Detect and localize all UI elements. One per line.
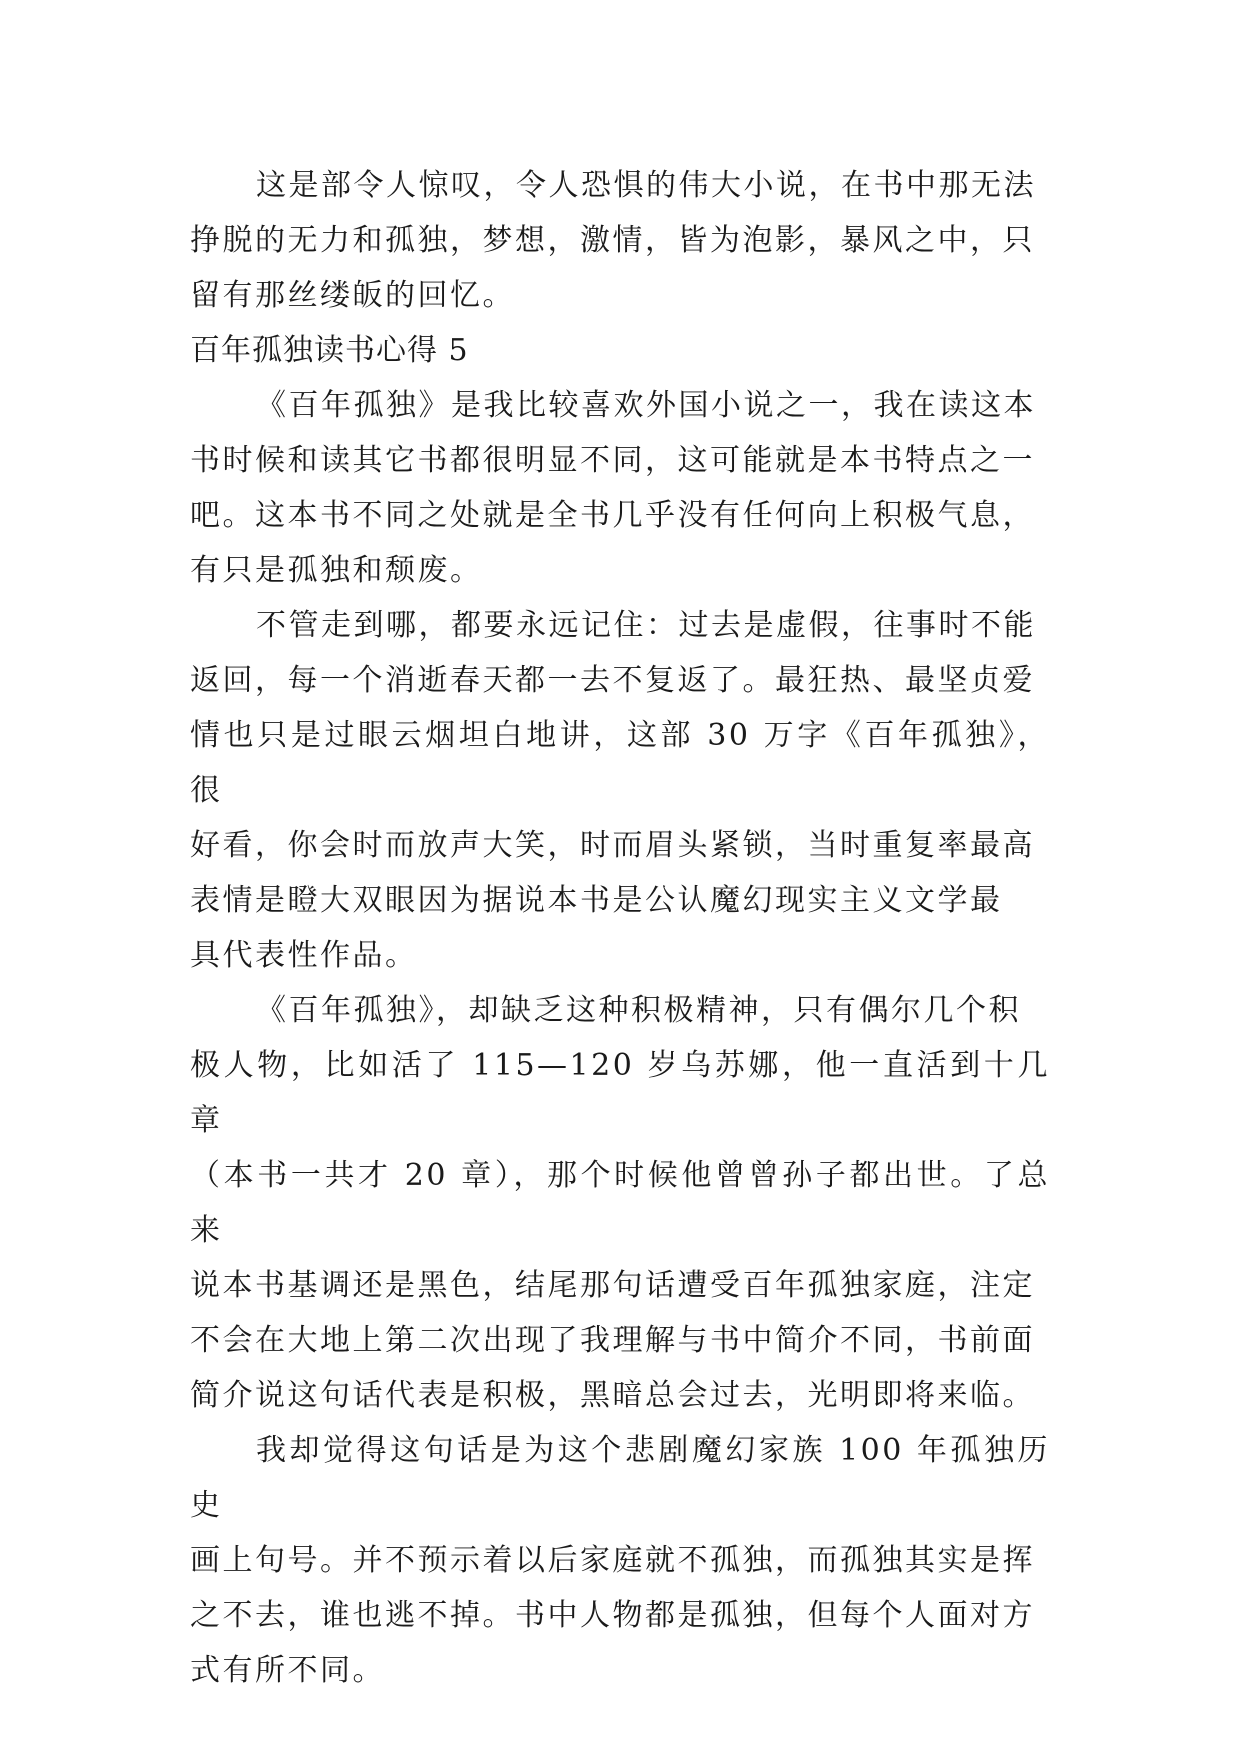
paragraph-3-line-6: 具代表性作品。 [190,938,418,973]
paragraph-1 [190,158,1050,323]
paragraph-3-line-4: 好看，你会时而放声大笑，时而眉头紧锁，当时重复率最高 [190,828,1035,863]
document-body [190,158,1050,1698]
paragraph-4-line-4: 说本书基调还是黑色，结尾那句话遭受百年孤独家庭，注定 [190,1268,1035,1303]
paragraph-3-line-2: 返回，每一个消逝春天都一去不复返了。最狂热、最坚贞爱 [190,663,1035,698]
paragraph-4-line-3: （本书一共才 20 章），那个时候他曾曾孙子都出世。了总来 [190,1158,1050,1248]
paragraph-1-line-2: 挣脱的无力和孤独，梦想，激情，皆为泡影，暴风之中，只 [190,223,1035,258]
paragraph-4-line-6: 简介说这句话代表是积极，黑暗总会过去，光明即将来临。 [190,1378,1035,1413]
paragraph-1-line-3: 留有那丝缕皈的回忆。 [190,278,515,313]
paragraph-5-line-2: 画上句号。并不预示着以后家庭就不孤独，而孤独其实是挥 [190,1543,1035,1578]
paragraph-2-line-3: 吧。这本书不同之处就是全书几乎没有任何向上积极气息， [190,498,1035,533]
paragraph-5 [190,1423,1050,1698]
section-heading-text: 百年孤独读书心得 5 [190,333,469,368]
paragraph-5-line-1: 我却觉得这句话是为这个悲剧魔幻家族 100 年孤独历史 [190,1433,1050,1523]
paragraph-4-line-5: 不会在大地上第二次出现了我理解与书中简介不同，书前面 [190,1323,1035,1358]
section-heading [190,323,1050,378]
paragraph-2 [190,378,1050,598]
paragraph-4 [190,983,1050,1423]
paragraph-3-line-3: 情也只是过眼云烟坦白地讲，这部 30 万字《百年孤独》，很 [190,718,1050,808]
paragraph-2-line-2: 书时候和读其它书都很明显不同，这可能就是本书特点之一 [190,443,1035,478]
paragraph-2-line-1: 《百年孤独》是我比较喜欢外国小说之一，我在读这本 [256,388,1036,423]
paragraph-5-line-4: 式有所不同。 [190,1653,385,1688]
paragraph-5-line-3: 之不去，谁也逃不掉。书中人物都是孤独，但每个人面对方 [190,1598,1035,1633]
paragraph-3-line-5: 表情是瞪大双眼因为据说本书是公认魔幻现实主义文学最 [190,883,1003,918]
paragraph-3-line-1: 不管走到哪，都要永远记住：过去是虚假，往事时不能 [256,608,1036,643]
paragraph-4-line-1: 《百年孤独》，却缺乏这种积极精神，只有偶尔几个积 [256,993,1021,1028]
paragraph-2-line-4: 有只是孤独和颓废。 [190,553,483,588]
paragraph-4-line-2: 极人物，比如活了 115—120 岁乌苏娜，他一直活到十几章 [190,1048,1050,1138]
paragraph-1-line-1: 这是部令人惊叹，令人恐惧的伟大小说，在书中那无法 [256,168,1036,203]
paragraph-3 [190,598,1050,983]
